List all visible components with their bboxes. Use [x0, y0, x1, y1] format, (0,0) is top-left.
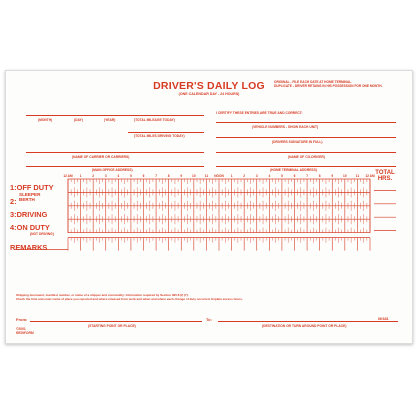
to-label: To: — [206, 317, 212, 322]
vehicle-numbers-label: (VEHICLE NUMBERS - SHOW EACH UNIT) — [252, 125, 319, 129]
brand-logo: REDIFORM — [16, 331, 34, 335]
copyright-label: ©2001 — [16, 327, 26, 331]
drivers-daily-log-form — [5, 70, 413, 344]
hour-label: 6 — [293, 174, 296, 178]
hour-label: 8 — [167, 174, 170, 178]
hour-label: NOON — [214, 174, 224, 178]
filing-note-original: ORIGINAL - FILE EACH DATE AT HOME TERMINAL. — [274, 80, 352, 84]
drivers-signature-label: (DRIVERS SIGNATURE IN FULL) — [272, 140, 323, 144]
check-time-line: Check the time and enter name of place you reported and where released from work and when and where each change of duty occurred. Explain excess hours. — [16, 297, 243, 301]
form-subtitle: (ONE CALENDAR DAY - 24 HOURS) — [178, 92, 240, 96]
certify-label: I CERTIFY THESE ENTRIES ARE TRUE AND CORRECT: — [216, 111, 303, 115]
row-label: ON DUTY — [16, 223, 50, 232]
hour-label: 6 — [142, 174, 145, 178]
hour-label: 3 — [104, 174, 107, 178]
total-hours-header: TOTAL HRS. — [375, 170, 395, 183]
hour-label: 2 — [243, 174, 246, 178]
carrier-label: (NAME OF CARRIER OR CARRIERS) — [72, 155, 130, 159]
hour-label: 9 — [180, 174, 183, 178]
hour-label: 3 — [255, 174, 258, 178]
month-label: (MONTH) — [38, 118, 53, 122]
hour-label: 1 — [230, 174, 233, 178]
hour-label: 7 — [306, 174, 308, 178]
destination-label: (DESTINATION OR TURN AROUND POINT OR PLACE) — [262, 324, 347, 328]
shipping-doc-line: Shipping document, manifest number, or name of a shipper and commodity: information required by Section 395.8 (f) (7). — [16, 293, 189, 297]
hour-label: 11 — [355, 174, 360, 178]
hour-label: 5 — [130, 174, 132, 178]
row-label: DRIVING — [16, 210, 48, 219]
shipping-instructions — [16, 293, 243, 301]
main-office-label: (MAIN OFFICE ADDRESS) — [92, 168, 133, 172]
hour-label: 8 — [318, 174, 321, 178]
total-miles-driving-label: (TOTAL MILES DRIVING TODAY) — [134, 134, 185, 138]
form-code: 6K681 — [378, 317, 389, 321]
day-label: (DAY) — [74, 118, 83, 122]
row-label: OFF DUTY — [16, 183, 54, 192]
home-terminal-label: (HOME TERMINAL ADDRESS) — [270, 168, 317, 172]
hour-label: 12 AM — [365, 174, 375, 178]
row-number: 1: — [10, 183, 17, 192]
hour-label: 5 — [281, 174, 283, 178]
berth-text: BERTH — [19, 196, 35, 202]
hour-label: 10 — [192, 174, 196, 178]
from-label: From: — [16, 317, 28, 322]
sleeper-text: SLEEPER — [19, 192, 41, 197]
hour-label: 4 — [117, 174, 120, 178]
row-number: 2: — [10, 197, 17, 206]
form-title: DRIVER'S DAILY LOG — [153, 80, 265, 92]
hour-label: 1 — [79, 174, 82, 178]
hour-label: 7 — [155, 174, 157, 178]
remarks-label: REMARKS — [10, 243, 48, 252]
row-number: 3: — [10, 210, 17, 219]
row-number: 4: — [10, 223, 17, 232]
year-label: (YEAR) — [104, 118, 116, 122]
hour-label: 10 — [343, 174, 347, 178]
to-line[interactable] — [218, 321, 398, 322]
hour-label: 4 — [268, 174, 271, 178]
duty-status-grid[interactable] — [6, 71, 412, 343]
co-driver-label: (NAME OF CO-DRIVER) — [288, 155, 325, 159]
hour-label: 11 — [204, 174, 209, 178]
hour-label: 2 — [92, 174, 95, 178]
total-mileage-label: (TOTAL MILEAGE TODAY) — [134, 118, 175, 122]
from-line[interactable] — [30, 321, 202, 322]
filing-note-duplicate: DUPLICATE - DRIVER RETAINS IN HIS POSSESSION FOR ONE MONTH. — [274, 84, 383, 89]
starting-point-label: (STARTING POINT OR PLACE) — [88, 324, 136, 328]
not-driving-label: (NOT DRIVING) — [30, 232, 54, 236]
hour-label: 12 AM — [63, 174, 73, 178]
hour-label: 9 — [331, 174, 334, 178]
